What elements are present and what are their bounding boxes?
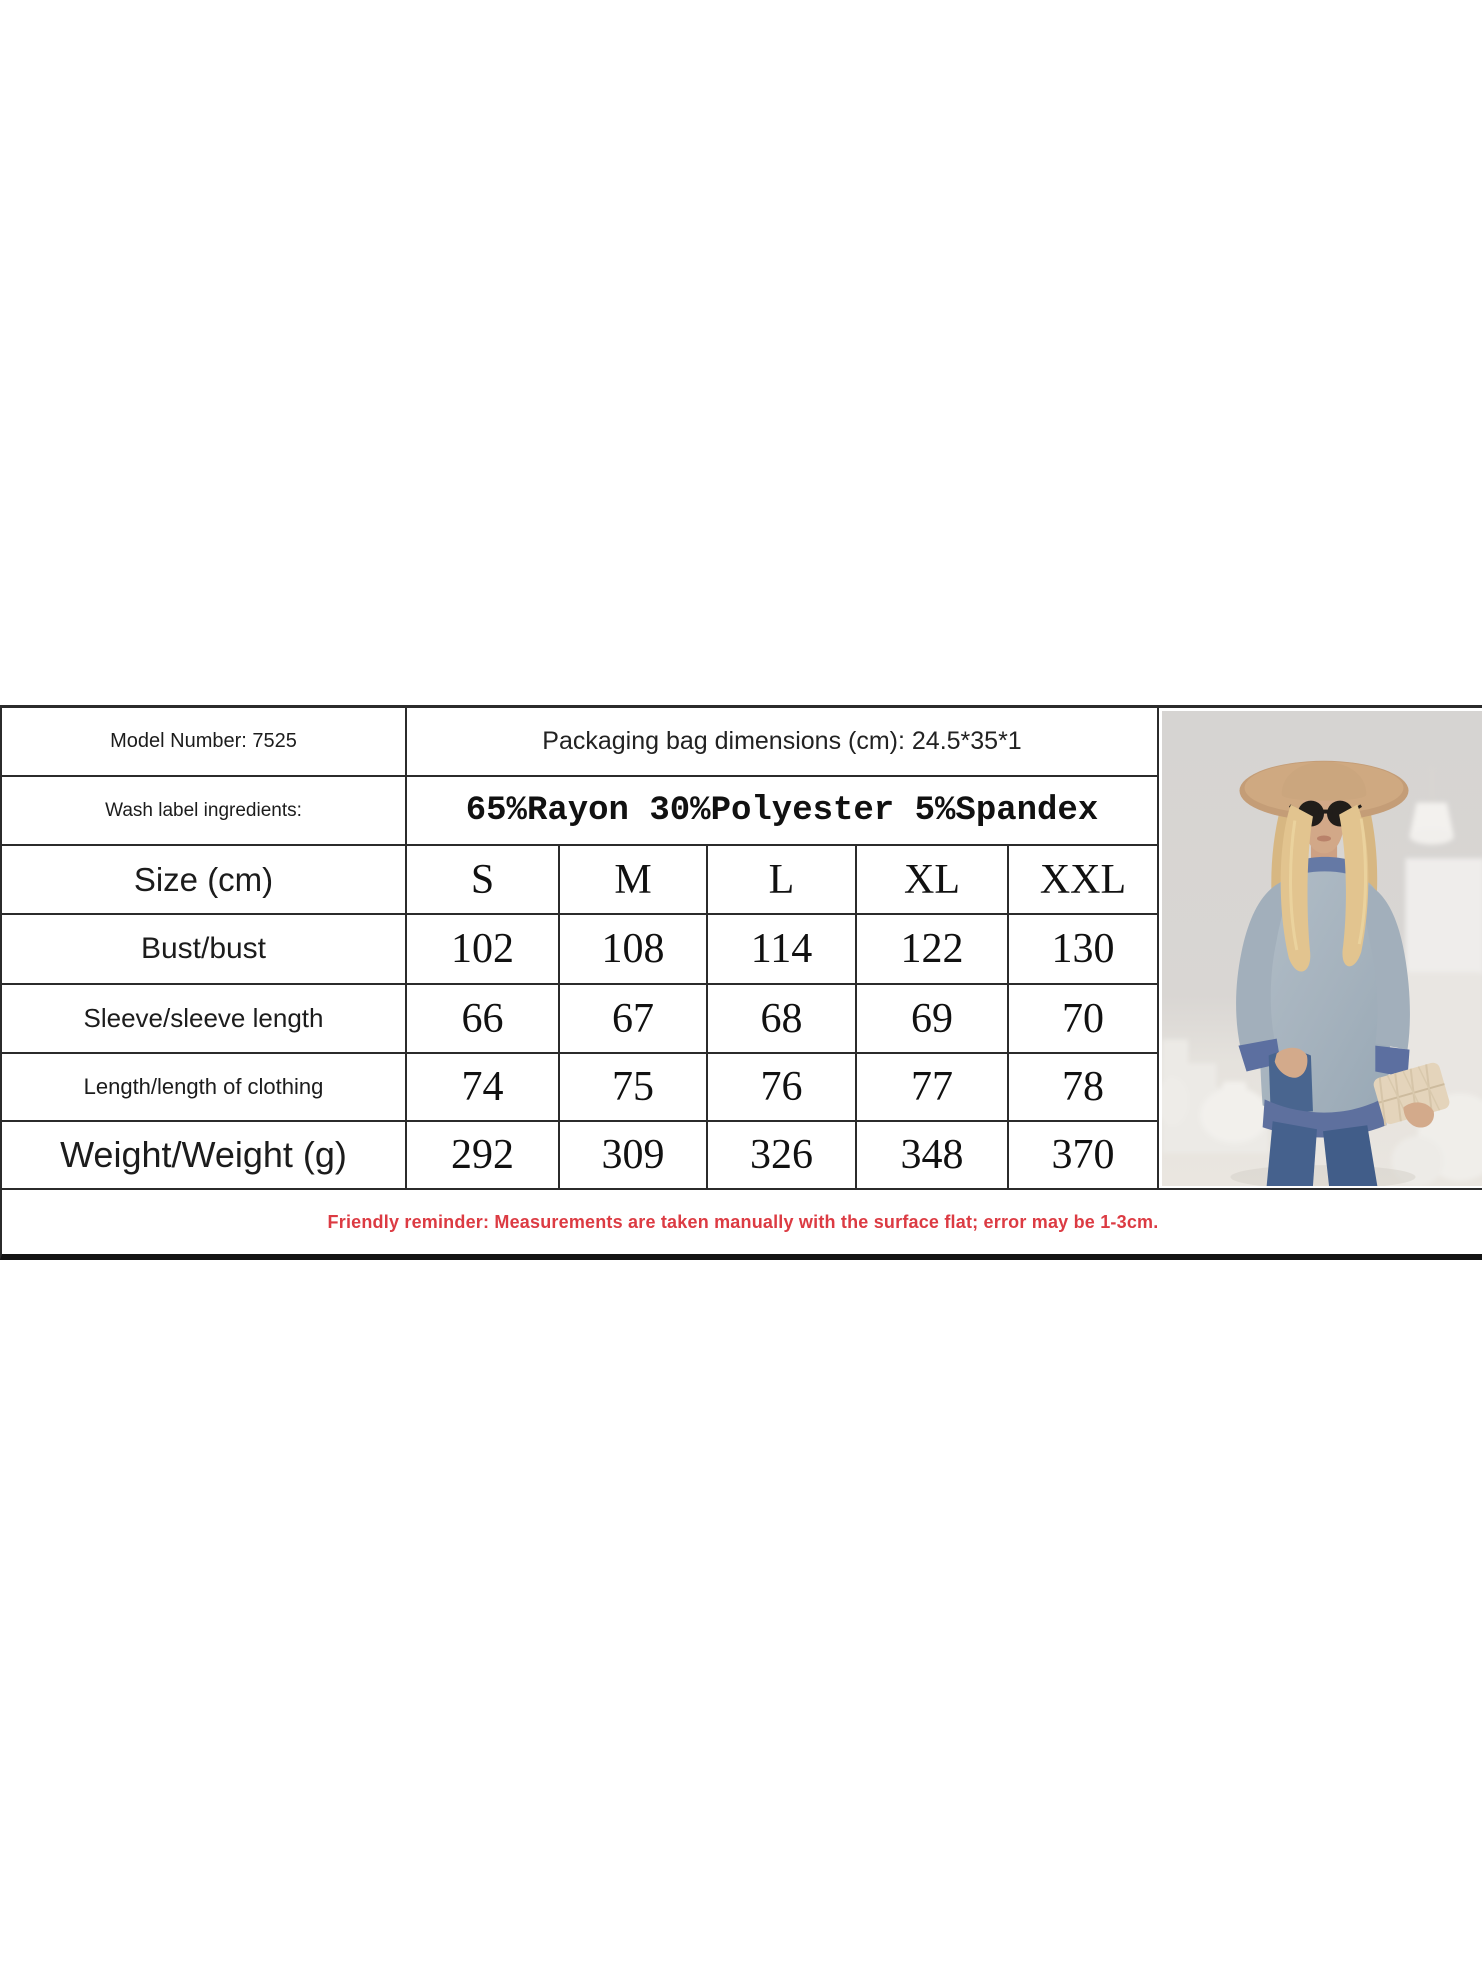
bust-value-s: 102 xyxy=(407,915,560,985)
weight-value-m: 309 xyxy=(560,1122,708,1190)
size-col-l: L xyxy=(708,846,857,915)
size-col-xxl: XXL xyxy=(1009,846,1159,915)
sleeve-value-xl: 69 xyxy=(857,985,1009,1054)
model-photo-illustration xyxy=(1162,711,1482,1186)
weight-row-label: Weight/Weight (g) xyxy=(2,1122,407,1190)
length-value-s: 74 xyxy=(407,1054,560,1122)
size-header-label: Size (cm) xyxy=(2,846,407,915)
bust-value-l: 114 xyxy=(708,915,857,985)
fabric-composition-value: 65%Rayon 30%Polyester 5%Spandex xyxy=(407,777,1159,846)
weight-value-xxl: 370 xyxy=(1009,1122,1159,1190)
friendly-reminder-text: Friendly reminder: Measurements are taken manually with the surface flat; error may be 1-3cm. xyxy=(2,1190,1482,1254)
bust-value-m: 108 xyxy=(560,915,708,985)
bust-row-label: Bust/bust xyxy=(2,915,407,985)
sleeve-value-xxl: 70 xyxy=(1009,985,1159,1054)
length-value-xl: 77 xyxy=(857,1054,1009,1122)
packaging-dimensions-value: Packaging bag dimensions (cm): 24.5*35*1 xyxy=(407,708,1159,777)
length-value-l: 76 xyxy=(708,1054,857,1122)
length-value-m: 75 xyxy=(560,1054,708,1122)
sleeve-value-m: 67 xyxy=(560,985,708,1054)
size-col-m: M xyxy=(560,846,708,915)
bust-value-xl: 122 xyxy=(857,915,1009,985)
size-chart-table xyxy=(0,705,1482,1260)
weight-value-l: 326 xyxy=(708,1122,857,1190)
bust-value-xxl: 130 xyxy=(1009,915,1159,985)
sleeve-value-l: 68 xyxy=(708,985,857,1054)
length-row-label: Length/length of clothing xyxy=(2,1054,407,1122)
size-col-s: S xyxy=(407,846,560,915)
size-col-xl: XL xyxy=(857,846,1009,915)
product-photo-cell xyxy=(1159,708,1482,1190)
model-number-label: Model Number: 7525 xyxy=(2,708,407,777)
sleeve-row-label: Sleeve/sleeve length xyxy=(2,985,407,1054)
sleeve-value-s: 66 xyxy=(407,985,560,1054)
wash-ingredients-label: Wash label ingredients: xyxy=(2,777,407,846)
weight-value-xl: 348 xyxy=(857,1122,1009,1190)
length-value-xxl: 78 xyxy=(1009,1054,1159,1122)
weight-value-s: 292 xyxy=(407,1122,560,1190)
